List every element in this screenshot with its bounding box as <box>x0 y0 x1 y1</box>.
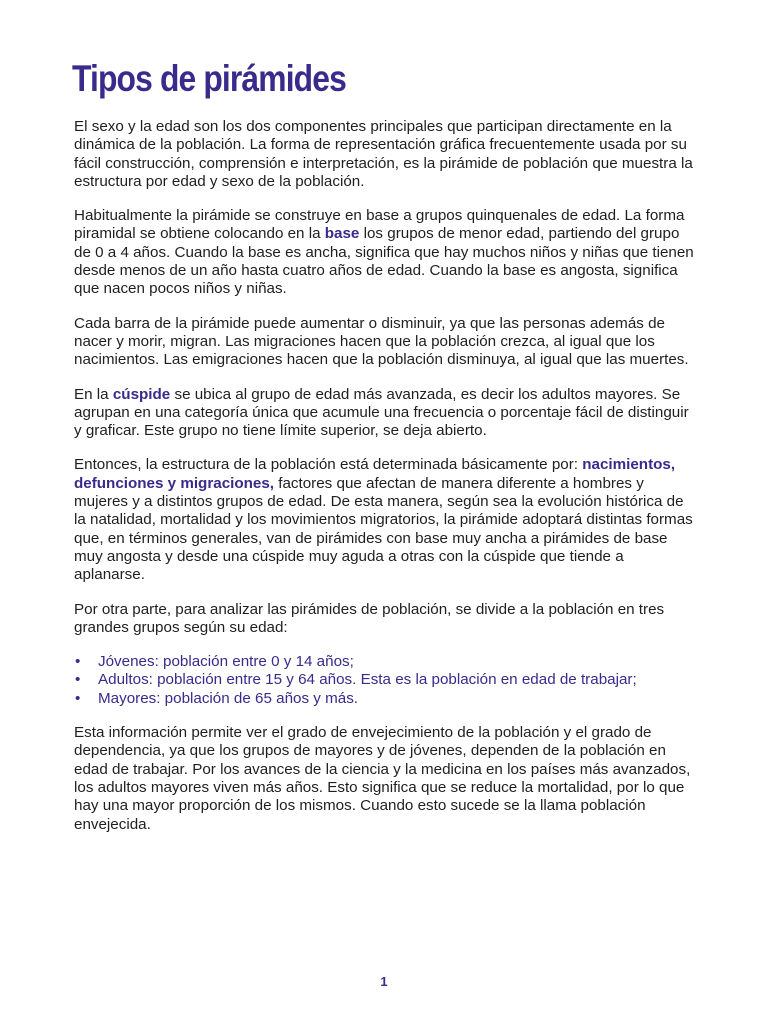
paragraph-intro: El sexo y la edad son los dos componentes principales que participan directamente en la dinámica de la población. La forma de representación gráfica frecuentemente usada por su fácil construcción, comprensión e interpretación, es la pirámide de población que muestra la estructura por edad y sexo de la población. <box>74 118 693 190</box>
highlight-factors: nacimientos, defunciones y migraciones, <box>74 456 676 492</box>
paragraph-base-text-start: Habitualmente la pirámide se construye en base a grupos quinquenales de edad. La forma piramidal se obtiene colocando en la <box>74 207 685 243</box>
paragraph-cuspide-text-end: se ubica al grupo de edad más avanzada, es decir los adultos mayores. Se agrupan en una categoría única que acumule una frecuencia o porcentaje fácil de distinguir y graficar. Este grupo no tiene límite superior, se deja abierto. <box>74 385 689 440</box>
paragraph-migration: Cada barra de la pirámide puede aumentar o disminuir, ya que las personas además de nacer y morir, migran. Las migraciones hacen que la población crezca, al igual que los nacimientos. Las emigraciones hacen que la población disminuya, al igual que las muertes. <box>74 314 689 369</box>
paragraph-cuspide <box>74 386 698 441</box>
paragraph-aging: Esta información permite ver el grado de envejecimiento de la población y el grado de dependencia, ya que los grupos de mayores y de jóvenes, dependen de la población en edad de trabajar. Por los avances de la ciencia y la medicina en los países más avanzados, los adultos mayores viven más años. Esto significa que se reduce la mortalidad, por lo que hay una mayor proporción de los mismos. Cuando esto sucede se la llama población envejecida. <box>74 724 691 833</box>
list-item-mayores: • Mayores: población de 65 años y más. <box>74 690 698 708</box>
highlight-cuspide: cúspide <box>112 385 171 403</box>
paragraph-cuspide-text-start: En la <box>74 385 113 403</box>
page-number: 1 <box>380 974 388 989</box>
page-title: Tipos de pirámides <box>72 58 346 99</box>
paragraph-base-text-end: los grupos de menor edad, partiendo del grupo de 0 a 4 años. Cuando la base es ancha, significa que hay muchos niños y niñas que tienen desde menos de un año hasta cuatro años de edad. Cuando la base es angosta, significa que nacen pocos niños y niñas. <box>74 225 694 298</box>
document-body <box>74 118 698 850</box>
paragraph-structure-text-start: Entonces, la estructura de la población está determinada básicamente por: <box>74 456 583 474</box>
list-item-adultos: • Adultos: población entre 15 y 64 años. Esta es la población en edad de trabajar; <box>74 671 698 689</box>
list-item-jovenes: • Jóvenes: población entre 0 y 14 años; <box>74 653 698 671</box>
paragraph-groups-intro: Por otra parte, para analizar las pirámides de población, se divide a la población en tres grandes grupos según su edad: <box>74 600 665 636</box>
age-groups-list <box>74 653 698 708</box>
paragraph-structure <box>74 456 698 584</box>
paragraph-base <box>74 207 698 298</box>
paragraph-structure-text-end: factores que afectan de manera diferente a hombres y mujeres y a distintos grupos de edad. De esta manera, según sea la evolución histórica de la natalidad, mortalidad y los movimientos migratorios, la pirámide adoptará distintas formas que, en términos generales, van de pirámides con base muy ancha a pirámides de base muy angosta y desde una cúspide muy aguda a otras con la cúspide que tiende a aplanarse. <box>74 474 693 584</box>
highlight-base: base <box>324 225 360 243</box>
